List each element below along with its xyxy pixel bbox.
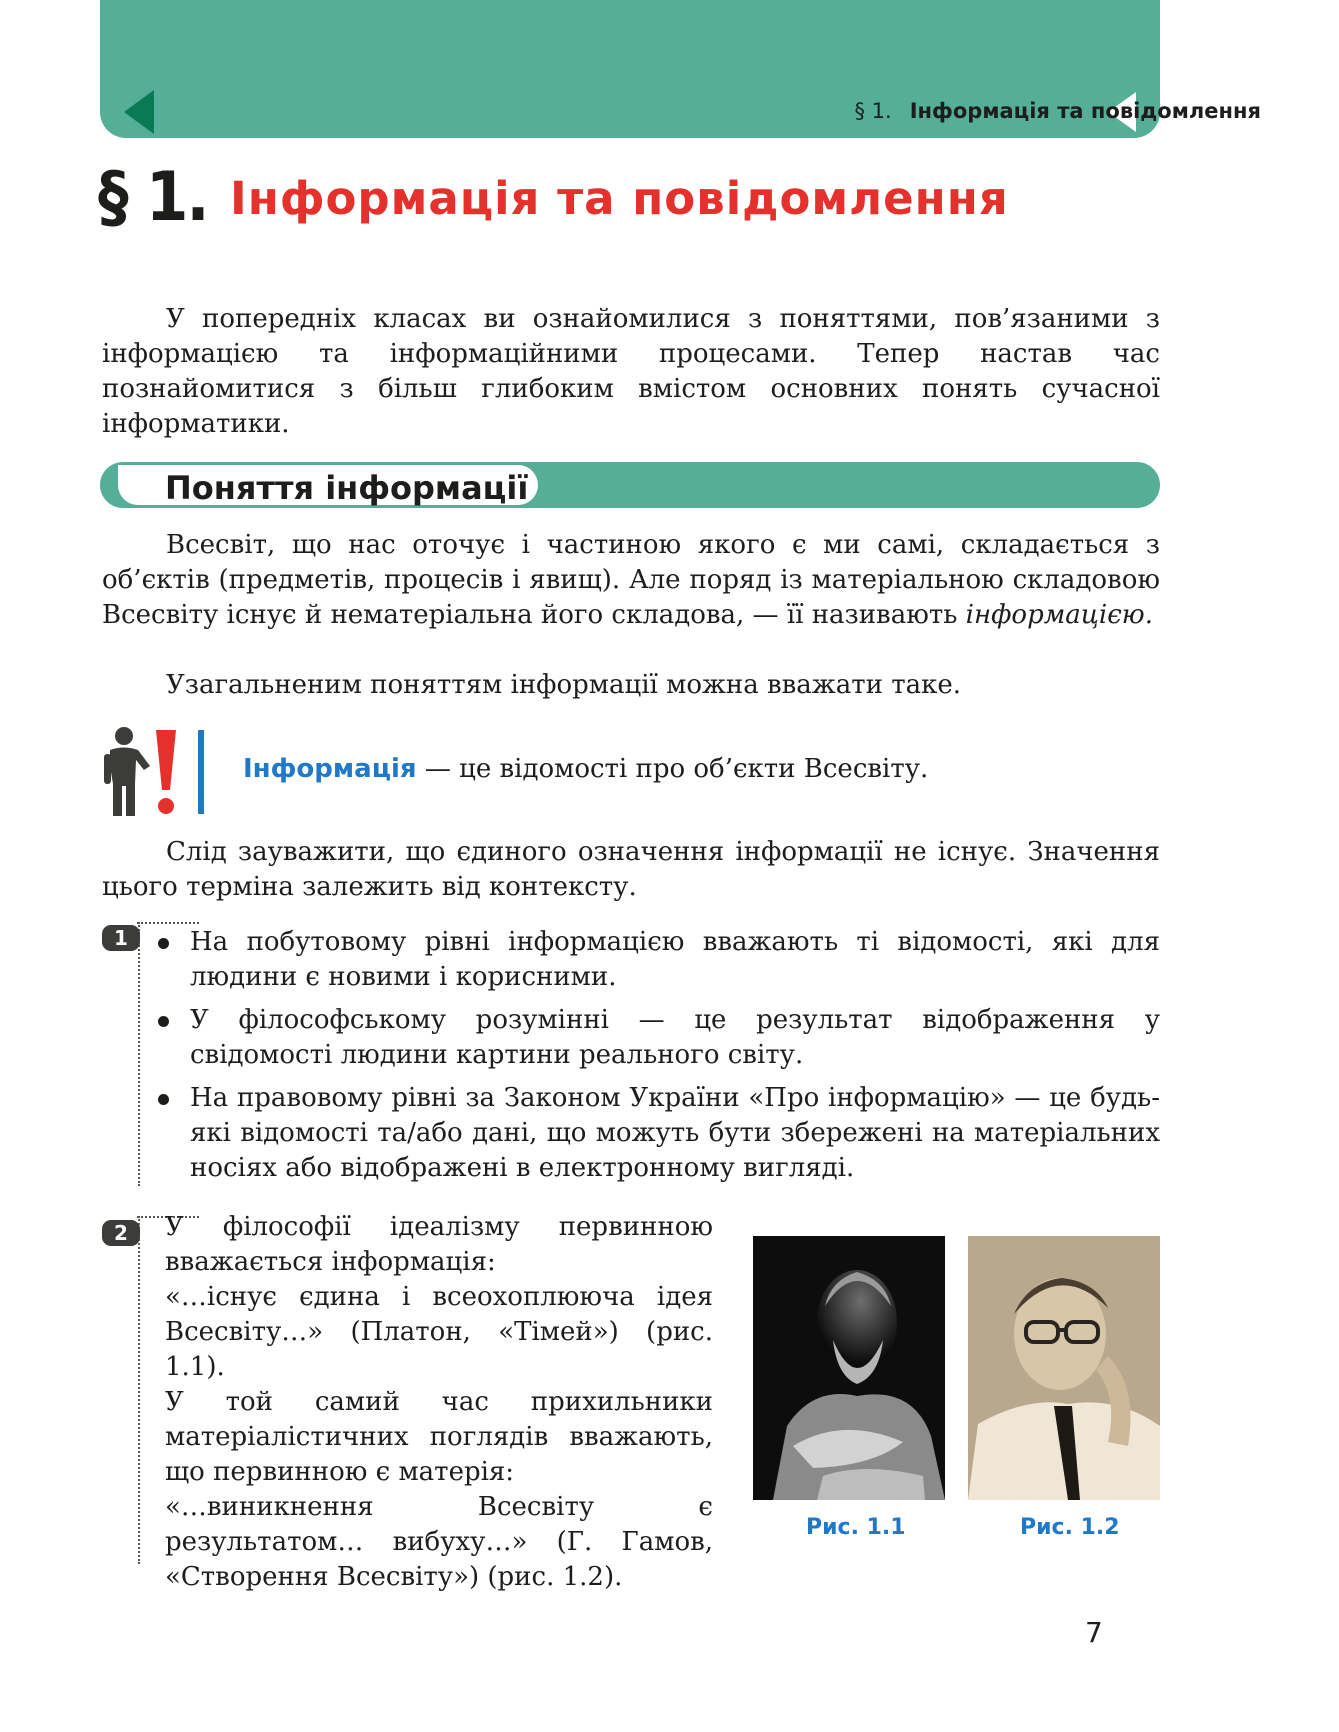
block2-line: У філософії ідеалізму первинною вважається інформація: [165, 1212, 713, 1277]
running-header-text: Інформація та повідомлення [909, 99, 1261, 123]
chapter-section-sign: § 1. [98, 158, 208, 237]
block2-text [165, 1210, 713, 1595]
section-paragraph-3: Слід зауважити, що єдиного означення інформації не існує. Значення цього терміна залежить від контексту. [102, 837, 1160, 902]
intro-paragraph: У попередніх класах ви ознайомилися з поняттями, пов’язаними з інформацією та інформаційними процесами. Тепер настав час познайомитися з більш глибоким вмістом основних понять сучасної інформатики. [102, 304, 1160, 439]
block2-line: У той самий час прихильники матеріалістичних поглядів вважають, що первинною є матерія: [165, 1387, 713, 1487]
section-paragraph-1 [102, 528, 1160, 633]
list-item: У філософському розумінні — це результат відображення у свідомості людини картини реального світу. [150, 1003, 1160, 1073]
block2-line: «…виникнення Всесвіту є результатом… вибуху…» (Г. Гамов, «Створення Всесвіту») (рис. 1.2). [165, 1492, 713, 1592]
section-paragraph-2: Узагальненим поняттям інформації можна вважати таке. [166, 670, 961, 700]
section-paragraph-1-text: Всесвіт, що нас оточує і частиною якого є ми самі, складається з об’єктів (предметів, процесів і явищ). Але поряд із матеріальною складовою Всесвіту існує й нематеріальна його складова, — її називають [102, 530, 1160, 630]
running-header-title [855, 99, 1262, 123]
chapter-title: Інформація та повідомлення [230, 172, 1009, 225]
list-item: На правовому рівні за Законом України «Про інформацію» — це будь-які відомості та/або дані, що можуть бути збережені на матеріальних носіях або відображені в електронному вигляді. [150, 1081, 1160, 1186]
section-title: Поняття інформації [165, 469, 529, 507]
block1-dotted-side [138, 922, 140, 1186]
figure-1-1-plato-photo [753, 1236, 945, 1500]
block2-line: «…існує єдина і всеохоплююча ідея Всесвіту…» (Платон, «Тімей») (рис. 1.1). [165, 1282, 713, 1382]
list-item: На побутовому рівні інформацією вважають ті відомості, які для людини є новими і корисними. [150, 925, 1160, 995]
block2-dotted-side [138, 1216, 140, 1564]
block1-bullet-list [150, 925, 1160, 1194]
definition-text: — це відомості про об’єкти Всесвіту. [416, 754, 929, 784]
block1-dotted-top [137, 922, 199, 924]
definition-term: Інформація [243, 754, 417, 784]
figure-1-2-gamow-photo [968, 1236, 1160, 1500]
block1-number-badge: 1 [102, 925, 140, 951]
attention-person-icon [104, 726, 184, 818]
block2-number-badge: 2 [102, 1220, 140, 1246]
previous-page-triangle-icon[interactable] [124, 90, 154, 134]
figure-1-2-caption: Рис. 1.2 [1020, 1515, 1120, 1540]
page-number: 7 [1085, 1616, 1103, 1649]
figure-1-1-caption: Рис. 1.1 [806, 1515, 906, 1540]
definition-accent-bar [198, 730, 204, 814]
definition [243, 752, 928, 787]
section-paragraph-1-emphasis: інформацією. [965, 600, 1153, 630]
running-header-section-mark: § 1. [854, 99, 892, 123]
